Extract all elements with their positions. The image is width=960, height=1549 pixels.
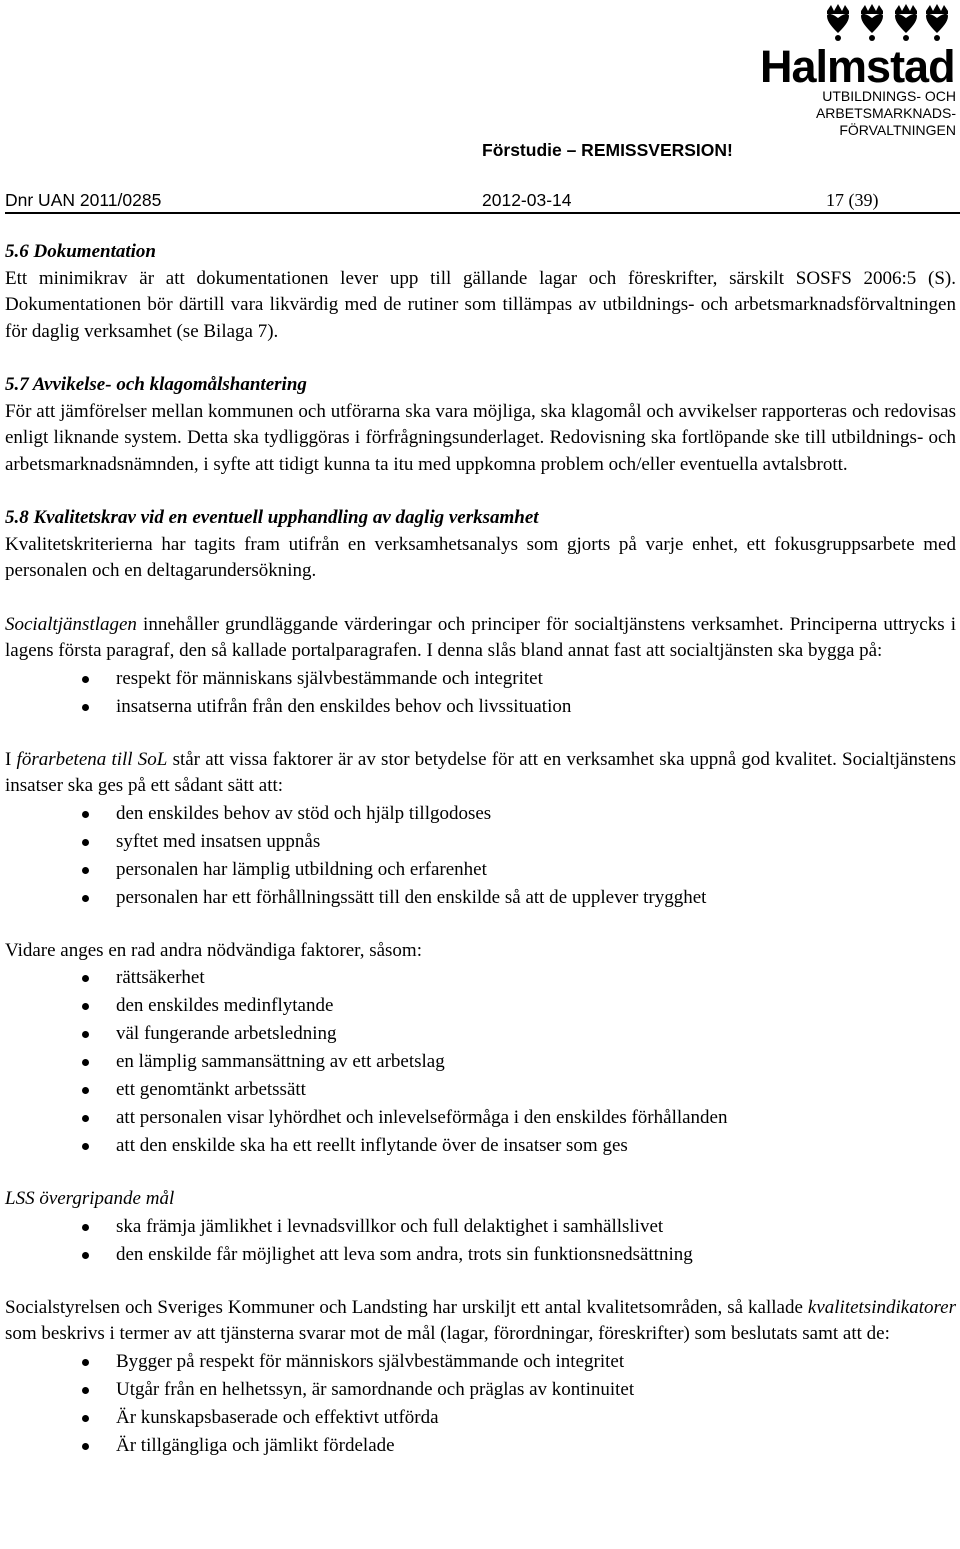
paragraph: Ett minimikrav är att dokumentationen lever upp till gällande lagar och föreskrifter, särskilt SOSFS 2006:5 (S). Dokumentationen bör därtill vara likvärdig med de rutiner som tillämpas av utbildnings- och arbetsmarknadsförvaltningen för daglig verksamhet (se Bilaga 7). bbox=[5, 267, 956, 342]
bullet-list bbox=[5, 964, 956, 1160]
italic-term: Socialtjänstlagen bbox=[5, 613, 137, 635]
document-date: 2012-03-14 bbox=[482, 190, 572, 210]
registration-number: Dnr UAN 2011/0285 bbox=[5, 190, 162, 210]
department-line: UTBILDNINGS- OCH bbox=[822, 88, 956, 104]
list-item: Är tillgängliga och jämlikt fördelade bbox=[5, 1432, 956, 1460]
paragraph: Kvalitetskriterierna har tagits fram utifrån en verksamhetsanalys som gjorts på varje enhet, ett fokusgruppsarbete med personalen och en deltagarundersökning. bbox=[5, 533, 956, 581]
bullet-list bbox=[5, 665, 956, 721]
list-item: en lämplig sammansättning av ett arbetslag bbox=[5, 1048, 956, 1076]
department-line: FÖRVALTNINGEN bbox=[839, 122, 956, 138]
crowns-icon bbox=[822, 4, 952, 44]
paragraph: Vidare anges en rad andra nödvändiga faktorer, såsom: bbox=[5, 939, 422, 961]
list-item: ska främja jämlikhet i levnadsvillkor och full delaktighet i samhällslivet bbox=[5, 1213, 956, 1241]
section-heading: 5.8 Kvalitetskrav vid en eventuell upphandling av daglig verksamhet bbox=[5, 507, 539, 528]
paragraph: Socialtjänstlagen innehåller grundläggande värderingar och principer för socialtjänstens verksamhet. Principerna uttrycks i lagens första paragraf, den så kallade portalparagrafen. I denna slås bland annat fast att socialtjänsten ska bygga på: bbox=[5, 613, 956, 661]
list-item: rättsäkerhet bbox=[5, 964, 956, 992]
paragraph: För att jämförelser mellan kommunen och utförarna ska vara möjliga, ska klagomål och avvikelser rapporteras och redovisas enligt liknande system. Detta ska tydliggöras i förfrågningsunderlaget. Redovisning ska fortlöpande ske till utbildnings- och arbetsmarknadsnämnden, i syfte att tidigt kunna ta itu med uppkomna problem och/eller eventuella avtalsbrott. bbox=[5, 400, 956, 475]
list-item: ett genomtänkt arbetssätt bbox=[5, 1076, 956, 1104]
list-item: personalen har ett förhållningssätt till den enskilde så att de upplever trygghet bbox=[5, 884, 956, 912]
list-item: syftet med insatsen uppnås bbox=[5, 828, 956, 856]
section-heading: 5.7 Avvikelse- och klagomålshantering bbox=[5, 374, 307, 395]
list-item: personalen har lämplig utbildning och erfarenhet bbox=[5, 856, 956, 884]
document-status: Förstudie – REMISSVERSION! bbox=[482, 140, 733, 160]
list-item: den enskildes behov av stöd och hjälp tillgodoses bbox=[5, 800, 956, 828]
list-item: respekt för människans självbestämmande och integritet bbox=[5, 665, 956, 693]
list-item: väl fungerande arbetsledning bbox=[5, 1020, 956, 1048]
paragraph: Socialstyrelsen och Sveriges Kommuner och Landsting har urskiljt ett antal kvalitetsområden, så kallade kvalitetsindikatorer som beskrivs i termer av att tjänsterna svarar mot de mål (lagar, förordningar, föreskrifter) som beslutats samt att de: bbox=[5, 1296, 956, 1344]
department-name bbox=[816, 88, 956, 139]
list-item: den enskildes medinflytande bbox=[5, 992, 956, 1020]
header-divider bbox=[5, 212, 960, 214]
section-heading: 5.6 Dokumentation bbox=[5, 241, 156, 262]
bullet-list bbox=[5, 1213, 956, 1269]
paragraph: I förarbetena till SoL står att vissa faktorer är av stor betydelse för att en verksamhet ska uppnå god kvalitet. Socialtjänstens insatser ska ges på ett sådant sätt att: bbox=[5, 748, 957, 796]
italic-term: förarbetena till SoL bbox=[16, 748, 168, 770]
list-item: att den enskilde ska ha ett reellt inflytande över de insatser som ges bbox=[5, 1132, 956, 1160]
list-item: den enskilde får möjlighet att leva som andra, trots sin funktionsnedsättning bbox=[5, 1241, 956, 1269]
list-item: insatserna utifrån från den enskildes behov och livssituation bbox=[5, 693, 956, 721]
logo-wordmark: Halmstad bbox=[760, 41, 955, 92]
bullet-list bbox=[5, 1348, 956, 1460]
subheading: LSS övergripande mål bbox=[5, 1188, 175, 1209]
page-number: 17 (39) bbox=[826, 190, 879, 210]
document-body bbox=[5, 239, 956, 1460]
list-item: Är kunskapsbaserade och effektivt utförda bbox=[5, 1404, 956, 1432]
bullet-list bbox=[5, 800, 956, 912]
list-item: Utgår från en helhetssyn, är samordnande och präglas av kontinuitet bbox=[5, 1376, 956, 1404]
document-info-line bbox=[5, 188, 960, 214]
list-item: att personalen visar lyhördhet och inlevelseförmåga i den enskildes förhållanden bbox=[5, 1104, 956, 1132]
list-item: Bygger på respekt för människors självbestämmande och integritet bbox=[5, 1348, 956, 1376]
italic-term: kvalitetsindikatorer bbox=[807, 1296, 956, 1318]
department-line: ARBETSMARKNADS- bbox=[815, 105, 956, 121]
